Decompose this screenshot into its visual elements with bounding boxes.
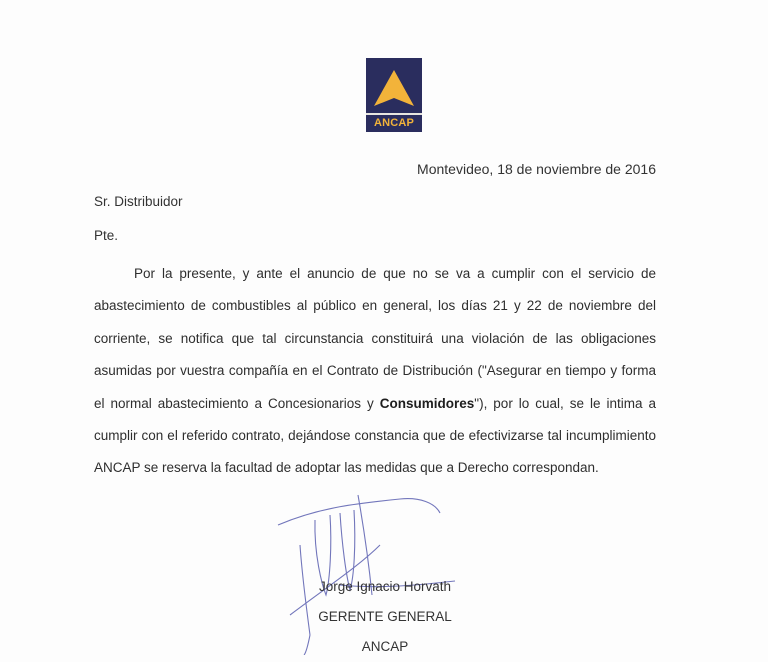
body-line-5 [94,388,656,420]
signatory-title: GERENTE GENERAL [318,609,452,624]
body-line-1: Por la presente, y ante el anuncio de que no se va a cumplir con el servicio de [134,266,656,281]
arrowhead-icon [366,58,422,113]
body-line-7: ANCAP se reserva la facultad de adoptar las medidas que a Derecho correspondan. [94,460,599,476]
signatory-organization: ANCAP [361,639,409,654]
logo-divider [366,113,422,115]
letter-body [94,258,656,485]
body-line-6: cumplir con el referido contrato, dejándose constancia que de efectivizarse tal incumplimiento [94,428,656,444]
body-line-4: asumidas por vuestra compañía en el Contrato de Distribución ("Asegurar en tiempo y forma [94,363,656,379]
addressee-line-1: Sr. Distribuidor [94,194,183,209]
emphasis-consumidores: Consumidores [379,395,475,411]
date-line: Montevideo, 18 de noviembre de 2016 [417,161,656,177]
body-line-2: abastecimiento de combustibles al público en general, los días 21 y 22 de noviembre del [94,298,656,314]
signatory-name: Jorge Ignacio Horvath [318,579,452,594]
addressee-line-2: Pte. [94,228,119,243]
body-line-5-pre: el normal abastecimiento a Concesionarios y [94,395,380,411]
logo-text: ANCAP [373,117,415,129]
ancap-logo [366,58,422,132]
body-line-5-post: "), por lo cual, se le intima a [474,395,656,411]
signature-block [260,572,510,662]
body-line-3: corriente, se notifica que tal circunstancia constituirá una violación de las obligaciones [94,330,656,346]
